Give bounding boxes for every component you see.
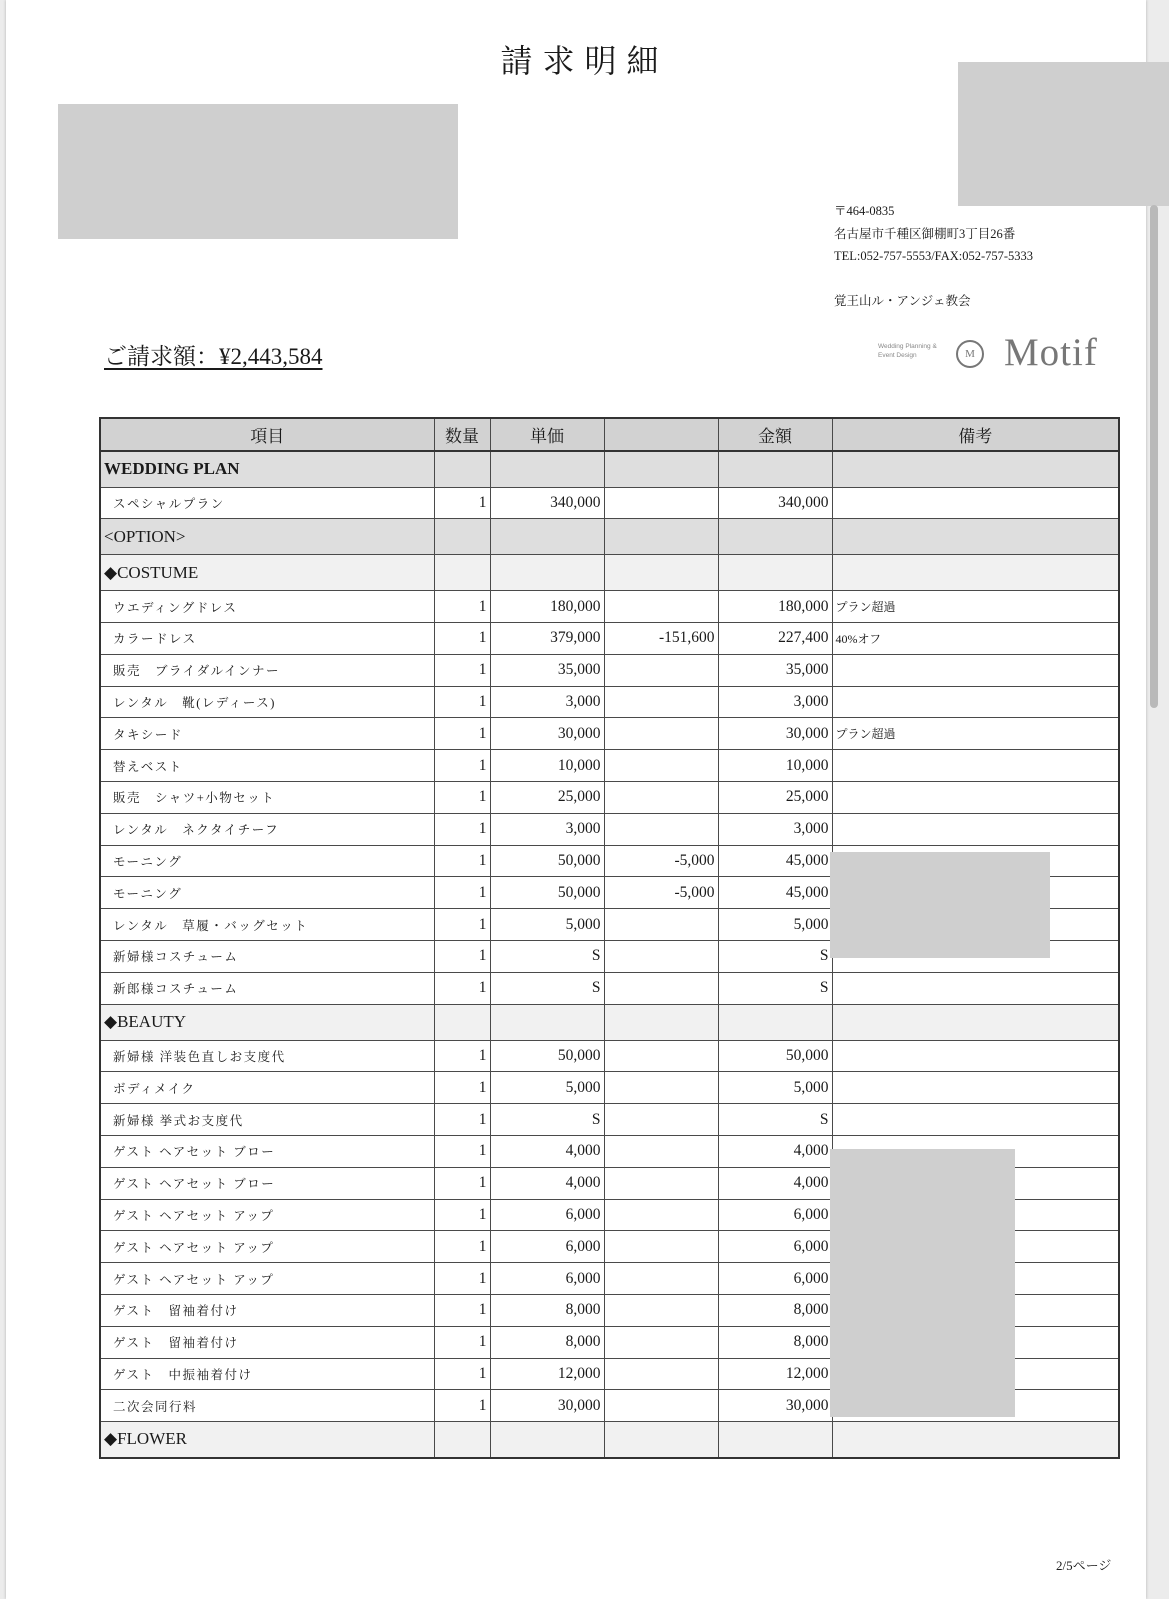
amount-cell: 340,000 [718, 487, 832, 519]
unit-price-cell: S [490, 972, 604, 1004]
unit-price-cell: 8,000 [490, 1295, 604, 1327]
empty-cell [490, 451, 604, 487]
unit-price-cell: 6,000 [490, 1199, 604, 1231]
discount-cell: -5,000 [604, 845, 718, 877]
unit-price-cell: S [490, 941, 604, 973]
table-row [100, 623, 1119, 655]
notes-cell [832, 1104, 1119, 1136]
category-label: ◆BEAUTY [100, 1004, 434, 1040]
notes-cell: プラン超過 [832, 591, 1119, 623]
category-label: ◆COSTUME [100, 555, 434, 591]
item-name-cell: 新婦様コスチューム [100, 941, 434, 973]
amount-cell: 5,000 [718, 1072, 832, 1104]
discount-cell: -5,000 [604, 877, 718, 909]
item-name-cell: ゲスト ヘアセット アップ [100, 1199, 434, 1231]
unit-price-cell: 8,000 [490, 1326, 604, 1358]
notes-cell [832, 487, 1119, 519]
quantity-cell: 1 [434, 845, 490, 877]
item-name-cell: 販売 シャツ+小物セット [100, 782, 434, 814]
discount-cell [604, 1326, 718, 1358]
discount-cell [604, 1231, 718, 1263]
page-indicator: 2/5ページ [1056, 1558, 1112, 1573]
amount-cell: 12,000 [718, 1358, 832, 1390]
empty-cell [604, 555, 718, 591]
amount-cell: S [718, 1104, 832, 1136]
amount-cell: 4,000 [718, 1136, 832, 1168]
table-row [100, 591, 1119, 623]
empty-cell [832, 1422, 1119, 1458]
amount-cell: 227,400 [718, 623, 832, 655]
section-row [100, 519, 1119, 555]
quantity-cell: 1 [434, 909, 490, 941]
item-name-cell: ゲスト ヘアセット アップ [100, 1231, 434, 1263]
empty-cell [604, 519, 718, 555]
unit-price-cell: 10,000 [490, 750, 604, 782]
section-label: <OPTION> [100, 519, 434, 555]
quantity-cell: 1 [434, 591, 490, 623]
unit-price-cell: 5,000 [490, 909, 604, 941]
amount-cell: 5,000 [718, 909, 832, 941]
empty-cell [718, 519, 832, 555]
unit-price-cell: 4,000 [490, 1167, 604, 1199]
item-name-cell: ゲスト 留袖着付け [100, 1326, 434, 1358]
item-name-cell: ゲスト 中振袖着付け [100, 1358, 434, 1390]
discount-cell [604, 1167, 718, 1199]
header-item: 項目 [100, 418, 434, 451]
unit-price-cell: 50,000 [490, 1040, 604, 1072]
header-amount: 金額 [718, 418, 832, 451]
empty-cell [490, 1422, 604, 1458]
notes-cell [832, 686, 1119, 718]
discount-cell [604, 686, 718, 718]
quantity-cell: 1 [434, 1358, 490, 1390]
quantity-cell: 1 [434, 1326, 490, 1358]
quantity-cell: 1 [434, 1390, 490, 1422]
item-name-cell: ウエディングドレス [100, 591, 434, 623]
notes-cell [832, 1040, 1119, 1072]
quantity-cell: 1 [434, 1199, 490, 1231]
quantity-cell: 1 [434, 654, 490, 686]
item-name-cell: ボディメイク [100, 1072, 434, 1104]
empty-cell [718, 451, 832, 487]
discount-cell [604, 1136, 718, 1168]
discount-cell [604, 782, 718, 814]
discount-cell [604, 813, 718, 845]
discount-cell [604, 1104, 718, 1136]
discount-cell [604, 654, 718, 686]
logo-wordmark: Motif [1004, 331, 1098, 374]
quantity-cell: 1 [434, 1104, 490, 1136]
item-name-cell: ゲスト ヘアセット ブロー [100, 1136, 434, 1168]
notes-cell [832, 750, 1119, 782]
item-name-cell: ゲスト 留袖着付け [100, 1295, 434, 1327]
item-name-cell: 新婦様 洋装色直しお支度代 [100, 1040, 434, 1072]
unit-price-cell: 30,000 [490, 1390, 604, 1422]
notes-cell [832, 654, 1119, 686]
discount-cell: -151,600 [604, 623, 718, 655]
item-name-cell: レンタル 草履・バッグセット [100, 909, 434, 941]
empty-cell [604, 1422, 718, 1458]
quantity-cell: 1 [434, 782, 490, 814]
quantity-cell: 1 [434, 813, 490, 845]
section-label: WEDDING PLAN [100, 451, 434, 487]
quantity-cell: 1 [434, 1295, 490, 1327]
empty-cell [434, 1422, 490, 1458]
notes-cell [832, 1072, 1119, 1104]
table-row [100, 782, 1119, 814]
amount-cell: 45,000 [718, 845, 832, 877]
amount-cell: 3,000 [718, 686, 832, 718]
quantity-cell: 1 [434, 1136, 490, 1168]
redacted-logo-block [958, 62, 1169, 206]
discount-cell [604, 941, 718, 973]
header-quantity: 数量 [434, 418, 490, 451]
notes-cell [832, 972, 1119, 1004]
amount-cell: 30,000 [718, 718, 832, 750]
sender-address-block [834, 200, 1033, 312]
item-name-cell: 販売 ブライダルインナー [100, 654, 434, 686]
empty-cell [832, 1004, 1119, 1040]
amount-cell: 4,000 [718, 1167, 832, 1199]
table-header-row [100, 418, 1119, 451]
empty-cell [718, 555, 832, 591]
category-row [100, 555, 1119, 591]
discount-cell [604, 1040, 718, 1072]
discount-cell [604, 750, 718, 782]
empty-cell [434, 451, 490, 487]
sender-address: 名古屋市千種区御棚町3丁目26番 [834, 226, 1016, 241]
empty-cell [718, 1422, 832, 1458]
header-notes: 備考 [832, 418, 1119, 451]
quantity-cell: 1 [434, 941, 490, 973]
notes-cell: 40%オフ [832, 623, 1119, 655]
empty-cell [718, 1004, 832, 1040]
quantity-cell: 1 [434, 1263, 490, 1295]
category-row [100, 1004, 1119, 1040]
table-row [100, 750, 1119, 782]
redacted-recipient-block [58, 104, 458, 239]
amount-cell: 6,000 [718, 1199, 832, 1231]
logo-tagline: Wedding Planning & Event Design [878, 343, 937, 359]
discount-cell [604, 972, 718, 1004]
empty-cell [604, 1004, 718, 1040]
amount-cell: 35,000 [718, 654, 832, 686]
table-row [100, 718, 1119, 750]
empty-cell [434, 555, 490, 591]
item-name-cell: 新郎様コスチューム [100, 972, 434, 1004]
item-name-cell: ゲスト ヘアセット ブロー [100, 1167, 434, 1199]
category-row [100, 1422, 1119, 1458]
empty-cell [490, 519, 604, 555]
table-row [100, 813, 1119, 845]
unit-price-cell: 25,000 [490, 782, 604, 814]
empty-cell [604, 451, 718, 487]
document-title: 請求明細 [500, 42, 669, 80]
discount-cell [604, 1358, 718, 1390]
logo-m-icon: M [956, 340, 984, 368]
redacted-notes-block [830, 1149, 1015, 1417]
item-name-cell: レンタル 靴(レディース) [100, 686, 434, 718]
table-row [100, 972, 1119, 1004]
quantity-cell: 1 [434, 686, 490, 718]
notes-cell: プラン超過 [832, 718, 1119, 750]
unit-price-cell: 4,000 [490, 1136, 604, 1168]
unit-price-cell: 30,000 [490, 718, 604, 750]
item-name-cell: モーニング [100, 877, 434, 909]
billing-amount: ご請求額：¥2,443,584 [104, 344, 323, 369]
item-name-cell: カラードレス [100, 623, 434, 655]
unit-price-cell: 35,000 [490, 654, 604, 686]
empty-cell [490, 1004, 604, 1040]
table-row [100, 686, 1119, 718]
unit-price-cell: 3,000 [490, 686, 604, 718]
table-row [100, 1104, 1119, 1136]
amount-cell: S [718, 941, 832, 973]
amount-cell: 6,000 [718, 1231, 832, 1263]
header-discount [604, 418, 718, 451]
discount-cell [604, 1199, 718, 1231]
unit-price-cell: 50,000 [490, 877, 604, 909]
category-label: ◆FLOWER [100, 1422, 434, 1458]
unit-price-cell: 340,000 [490, 487, 604, 519]
item-name-cell: スペシャルプラン [100, 487, 434, 519]
quantity-cell: 1 [434, 1167, 490, 1199]
sender-venue: 覚王山ル・アンジェ教会 [834, 293, 971, 308]
discount-cell [604, 909, 718, 941]
discount-cell [604, 591, 718, 623]
quantity-cell: 1 [434, 1040, 490, 1072]
section-row [100, 451, 1119, 487]
unit-price-cell: 5,000 [490, 1072, 604, 1104]
quantity-cell: 1 [434, 750, 490, 782]
discount-cell [604, 1295, 718, 1327]
unit-price-cell: 12,000 [490, 1358, 604, 1390]
quantity-cell: 1 [434, 877, 490, 909]
item-name-cell: モーニング [100, 845, 434, 877]
quantity-cell: 1 [434, 718, 490, 750]
item-name-cell: タキシード [100, 718, 434, 750]
table-row [100, 487, 1119, 519]
empty-cell [832, 519, 1119, 555]
sender-tel-fax: TEL:052-757-5553/FAX:052-757-5333 [834, 249, 1034, 263]
table-row [100, 654, 1119, 686]
header-unit-price: 単価 [490, 418, 604, 451]
quantity-cell: 1 [434, 972, 490, 1004]
empty-cell [434, 519, 490, 555]
unit-price-cell: 50,000 [490, 845, 604, 877]
item-name-cell: ゲスト ヘアセット アップ [100, 1263, 434, 1295]
quantity-cell: 1 [434, 1072, 490, 1104]
unit-price-cell: 180,000 [490, 591, 604, 623]
scrollbar[interactable] [1150, 205, 1158, 708]
empty-cell [434, 1004, 490, 1040]
sender-postal-code: 〒464-0835 [834, 204, 895, 218]
amount-cell: 8,000 [718, 1326, 832, 1358]
item-name-cell: 二次会同行料 [100, 1390, 434, 1422]
amount-cell: 50,000 [718, 1040, 832, 1072]
notes-cell [832, 813, 1119, 845]
unit-price-cell: 3,000 [490, 813, 604, 845]
item-name-cell: 新婦様 挙式お支度代 [100, 1104, 434, 1136]
empty-cell [832, 555, 1119, 591]
amount-cell: 45,000 [718, 877, 832, 909]
item-name-cell: レンタル ネクタイチーフ [100, 813, 434, 845]
unit-price-cell: 379,000 [490, 623, 604, 655]
discount-cell [604, 718, 718, 750]
amount-cell: 6,000 [718, 1263, 832, 1295]
amount-cell: 10,000 [718, 750, 832, 782]
amount-cell: 3,000 [718, 813, 832, 845]
quantity-cell: 1 [434, 623, 490, 655]
discount-cell [604, 1263, 718, 1295]
empty-cell [490, 555, 604, 591]
discount-cell [604, 1072, 718, 1104]
notes-cell [832, 782, 1119, 814]
unit-price-cell: 6,000 [490, 1263, 604, 1295]
table-row [100, 1072, 1119, 1104]
redacted-notes-block [830, 852, 1050, 958]
unit-price-cell: S [490, 1104, 604, 1136]
table-row [100, 1040, 1119, 1072]
amount-cell: 25,000 [718, 782, 832, 814]
empty-cell [832, 451, 1119, 487]
unit-price-cell: 6,000 [490, 1231, 604, 1263]
amount-cell: S [718, 972, 832, 1004]
discount-cell [604, 1390, 718, 1422]
quantity-cell: 1 [434, 1231, 490, 1263]
quantity-cell: 1 [434, 487, 490, 519]
discount-cell [604, 487, 718, 519]
amount-cell: 180,000 [718, 591, 832, 623]
amount-cell: 8,000 [718, 1295, 832, 1327]
amount-cell: 30,000 [718, 1390, 832, 1422]
item-name-cell: 替えベスト [100, 750, 434, 782]
